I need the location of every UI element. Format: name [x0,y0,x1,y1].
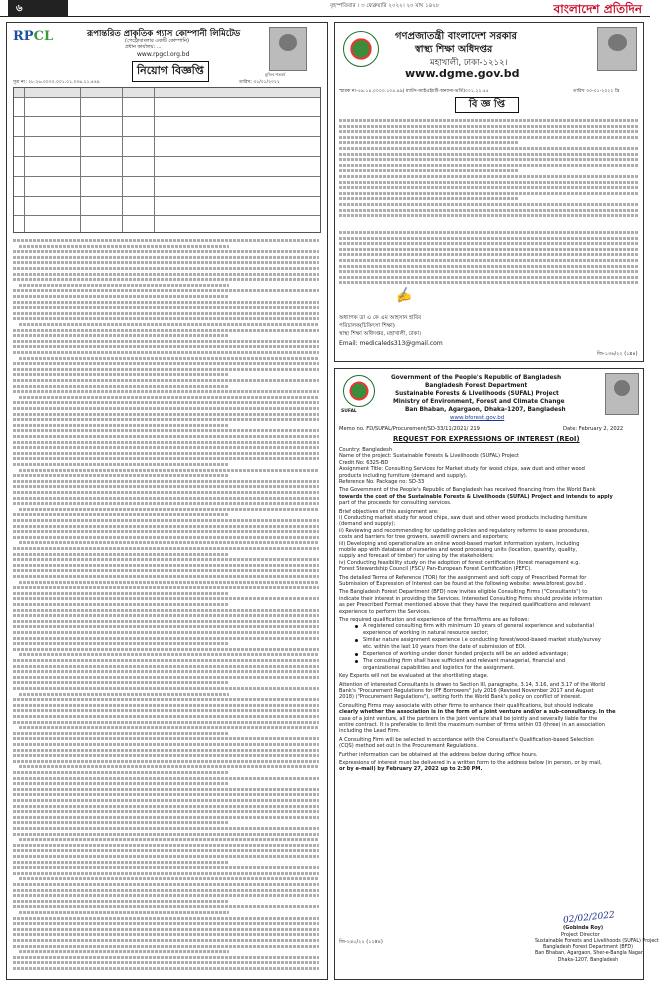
text-line: Experience of working under donor funded projects will be an added advantage; [363,651,569,657]
text-line [19,508,319,511]
text-line [339,175,639,178]
rpcl-ref: সূত্র নং: ২৮.২৬.০০০০.০০১.০১.০০৬.২১.৪৪৯ [13,80,100,85]
sufal-website[interactable]: www.bforest.gov.bd [450,415,505,421]
text-line: Reference No. Package no: SD-33 [339,479,425,485]
photo-caption: মুজিব শতবর্ষ [265,72,286,77]
text-line [13,480,319,483]
text-line [13,866,319,869]
text-line [13,894,319,897]
dgme-date: তারিখ ৩০-০১-২০২২ খ্রি [573,89,620,94]
text-line [13,614,319,617]
text-line [339,125,639,128]
text-line [13,306,319,309]
portrait-photo [269,27,307,71]
text-line [13,379,319,382]
rpcl-sub1: (পেট্রোবাংলার একটি কোম্পানি) [125,38,189,44]
text-line [13,312,319,315]
text-line [13,301,319,304]
sufal-logo-label: SUFAL [341,409,357,414]
text-line: ii) Reviewing and recommending for updating policies and regulatory reforms to ease procedures, [339,527,590,534]
text-line [339,276,639,279]
text-line [13,351,319,354]
text-line [13,698,319,701]
text-line [339,153,639,156]
text-line [19,877,319,880]
dgme-line1: গণপ্রজাতন্ত্রী বাংলাদেশ সরকার [395,31,517,42]
sig-line: Sustainable Forests and Livelihoods (SUFAL) Project [535,939,659,944]
text-line: Bank's "Procurement Regulations for IPF Borrowers" July 2016 (Revised November 2017 and August [339,688,594,694]
text-line [339,242,639,245]
text-line [13,329,319,332]
text-line [339,197,519,200]
text-line [13,407,319,410]
text-line [13,743,319,746]
text-line [13,261,319,264]
text-line [339,130,639,133]
text-line [13,933,319,936]
text-line: Credit No: 6325-BD [339,459,389,466]
text-line: 2018) ("Procurement Regulations"), setting forth the World Bank's policy on conflict of interest. [339,694,582,701]
text-line [13,530,319,533]
text-line: products including furniture (demand and supply). [339,472,468,479]
text-line [13,961,319,964]
sig-line: Bangladesh Forest Department (BFD) [543,945,633,951]
text-line [13,637,319,640]
sig-line: Dhaka-1207, Bangladesh [557,957,619,963]
text-line [339,237,639,240]
text-line: mobile app with database of nurseries and wood processing units (location, quantity, quality, [339,547,578,553]
text-line [13,777,319,780]
text-line [339,136,639,139]
text-line [13,900,229,903]
text-line [13,441,319,444]
text-line: case of a joint venture, all the partners in the joint venture shall be jointly and severally liable for the [339,715,598,722]
text-line [19,323,319,326]
dgme-signature: ✍ [393,286,414,307]
text-line [13,525,319,528]
vacancy-table [13,87,321,233]
text-line [13,345,319,348]
rpcl-title: নিয়োগ বিজ্ঞপ্তি [132,61,209,82]
text-line [13,760,319,763]
dgme-title: বি জ্ঞ প্তি [455,97,519,113]
text-line: indicate their interest in providing the Services. Interested Consulting Firms should provide information [339,595,603,602]
text-line [339,169,519,172]
text-line [13,676,319,679]
text-line: The detailed Terms of Reference (TOR) for the assignment and soft copy of Prescribed Format for [339,574,587,581]
text-line [13,446,319,449]
rpcl-ref-date: তারিখ: ৩১/০১/২০২২ [239,80,280,85]
sufal-code: জি-২৪০/২২ (১২x৪) [339,939,383,945]
text-line [13,805,319,808]
text-line [13,575,319,578]
text-line [19,726,319,729]
text-line [19,765,319,768]
text-line [13,687,319,690]
text-line [13,239,319,242]
text-line [13,390,319,393]
text-line [13,849,319,852]
text-line: i) Conducting market study for wood chips, saw dust and other wood products including furniture [339,515,588,521]
text-line [339,253,639,256]
rpcl-name: রূপান্তরিত প্রাকৃতিক গ্যাস কোম্পানী লিমিটেড [87,29,241,39]
text-line [339,181,639,184]
text-line: Forest Stewardship Council (FSC)/ Pan-European Forest Certification (PEFC). [339,566,532,573]
text-line [13,418,319,421]
text-line [13,715,319,718]
text-line [13,928,319,931]
text-line: A registered consulting firm with minimum 10 years of general experience and substantial [363,623,594,630]
dgme-code: জি-১৩৬/২২ (১x৪) [597,351,638,357]
rpcl-logo-suffix: CL [33,29,54,44]
text-line: Further information can be obtained at the address below during office hours. [339,751,538,758]
text-line [13,334,229,337]
text-line [13,670,319,673]
text-line [19,469,319,472]
text-line: towards the cost of the Sustainable Forests & Livelihoods (SUFAL) Project and intends to apply [339,493,613,500]
text-line [339,141,519,144]
text-line [19,541,319,544]
bullet [355,653,358,656]
portrait-photo-3 [605,373,639,415]
text-line [19,245,229,248]
text-line: Key Experts will not be evaluated at the shortlisting stage. [339,673,489,680]
text-line [339,164,639,167]
text-line [19,693,229,696]
text-line: Attention of interested Consultants is drawn to Section III, paragraphs, 3.14, 3.16, and 3.17 of the World [339,681,605,688]
text-line [339,147,639,150]
text-line [13,368,319,371]
text-line [13,872,319,875]
text-line [13,609,319,612]
page-header [0,0,650,17]
text-line [13,267,319,270]
text-line [13,704,319,707]
text-line [13,922,319,925]
text-line [13,424,229,427]
text-line: Country: Bangladesh [339,447,393,453]
text-line [13,497,319,500]
text-line [339,281,639,284]
text-line [13,945,319,948]
portrait-photo-2 [597,27,637,71]
text-line: Assignment Title: Consulting Services for Market study for wood chips, saw dust and other wood [339,466,585,473]
sufal-address: Ban Bhaban, Agargaon, Dhaka-1207, Bangladesh [405,407,566,413]
sufal-sig-title: Project Director [561,932,600,938]
text-line [13,491,319,494]
text-line [19,950,229,953]
text-line [13,586,319,589]
text-line: or by e-mail) by February 27, 2022 up to 2:30 PM. [339,766,483,773]
text-line [13,289,319,292]
text-line [13,413,319,416]
rpcl-sub2: প্রধান কার্যালয়: ... [125,44,162,50]
text-line: organizational capabilities and logistics for the assignment. [363,664,515,671]
text-line: etc. within the last 10 years from the date of submission of EOI. [363,643,526,650]
text-line [339,192,639,195]
text-line: Name of the project: Sustainable Forests & Livelihoods (SUFAL) Project [339,453,520,460]
text-line [339,214,639,217]
text-line [19,357,319,360]
text-line [13,749,319,752]
text-line: The Bangladesh Forest Department (BFD) now invites eligible Consulting Firms ("Consultants") to [339,589,588,596]
text-line [13,452,319,455]
text-line: entire contract. It is preferable to limit the maximum number of firms within 03 (three) in an association [339,722,606,728]
text-line [13,833,319,836]
text-line: iii) Developing and operationalize an online wood-based market information system, including [339,540,580,547]
sufal-gov: Government of the People's Republic of Bangladesh [391,375,562,381]
dgme-line2: স্বাস্থ্য শিক্ষা অধিদপ্তর [415,44,493,55]
text-line [19,911,229,914]
text-line [13,816,319,819]
text-line [13,642,229,645]
text-line [13,317,319,320]
text-line [13,553,229,556]
text-line: experience to perform the Services. [339,608,431,615]
text-line [13,681,229,684]
text-line [13,737,319,740]
text-line [19,284,229,287]
text-line: as per Prescribed Format mentioned above that they have the required qualifications and relevant [339,602,591,609]
text-line [13,709,319,712]
text-line [13,385,229,388]
sufal-signature: 02/02/2022 [562,910,616,926]
text-line [339,203,639,206]
dgme-signer-dept: স্বাস্থ্য শিক্ষা অধিদপ্তর, মহাখালী, ঢাকা। [339,331,421,337]
text-line [339,270,639,273]
text-line [13,463,229,466]
sufal-project: Sustainable Forests & Livelihoods (SUFAL) Project [395,391,559,397]
header-date: বৃহস্পতিবার । ৩ ফেব্রুয়ারি ২০২২। ২০ মাঘ ১৪২৮ [330,3,440,9]
text-line [13,603,229,606]
text-line [13,861,229,864]
text-line: A Consulting Firm will be selected in accordance with the Consultant's Qualification-based Selection [339,736,594,743]
text-line [13,648,319,651]
text-line [13,754,319,757]
text-line [13,782,229,785]
sufal-memo: Memo no. FD/SUFAL/Procurement/SD-33/11/2021/ 219 [339,426,480,432]
rpcl-logo-prefix: RP [13,29,34,44]
rpcl-advertisement [6,22,328,980]
text-line [13,373,229,376]
text-line: (CQS) method set out in the Procurement Regulations. [339,743,478,750]
newspaper-brand: বাংলাদেশ প্রতিদিন [553,2,642,16]
text-line [13,889,319,892]
text-line [13,558,319,561]
text-line [339,265,639,268]
text-line [13,827,319,830]
text-line [13,844,319,847]
text-line [13,625,319,628]
text-line [13,721,319,724]
text-line [339,209,639,212]
text-line [13,536,319,539]
text-line: The required qualification and experience of the firms/firms are as follows: [339,617,530,623]
sufal-ministry: Ministry of Environment, Forest and Climate Change [393,399,565,405]
bullet [355,625,358,628]
text-line [13,793,319,796]
text-line [339,231,639,234]
text-line [13,474,229,477]
sufal-title: REQUEST FOR EXPRESSIONS OF INTEREST (REoI) [393,435,580,443]
text-line [13,810,319,813]
text-line [13,564,319,567]
text-line [13,771,229,774]
text-line [13,855,319,858]
text-line [13,631,319,634]
text-line [13,502,319,505]
text-line: costs and barriers for tree growers, sawmill owners and exporters; [339,534,509,541]
text-line: iv) Conducting feasibility study on the adoption of forest certification (forest management e.g. [339,559,581,566]
text-line [13,956,319,959]
text-line [13,340,319,343]
dgme-website[interactable]: www.dgme.gov.bd [405,67,520,80]
sufal-dept: Bangladesh Forest Department [425,383,528,389]
text-line [13,620,319,623]
text-line: including the Lead Firm. [339,728,401,735]
text-line [13,569,319,572]
text-line [13,883,319,886]
text-line [339,186,639,189]
bullet [355,660,358,663]
text-line [19,653,319,656]
text-line [13,659,319,662]
text-line [13,967,319,970]
text-line: Expressions of interest must be delivered in a written form to the address below (in person, or by mail, [339,760,602,766]
text-line: Brief objectives of this assignment are: [339,508,439,515]
text-line [13,429,319,432]
text-line [339,259,639,262]
text-line: experience of working in natural resource sector; [363,629,489,636]
dgme-memo: স্মারক নং-৫৯.১৪.০০০০.১০৪.৯৯( ম্যাটস-আইএইচটি-অন্যান্য-ভর্তি)০০১.২২.৫৫ [339,89,489,94]
table-header [14,88,320,97]
text-line [339,248,639,251]
text-line [13,295,229,298]
text-line [13,256,319,259]
sufal-date: Date: February 2, 2022 [563,426,624,432]
text-line [13,485,319,488]
text-line [339,158,639,161]
text-line [13,250,319,253]
text-line [13,821,229,824]
text-line: Submission of Expression of Interest can be found at the following website: www.bforest.gov.bd . [339,581,587,587]
text-line [13,278,319,281]
dgme-notice [334,22,644,362]
text-line: (demand and supply); [339,521,396,528]
text-line [13,513,229,516]
text-line [339,119,639,122]
sufal-sig-name: (Gobinda Roy) [563,925,604,931]
dgme-signer: অধ্যাপক ডা এ কে এম আহসান হাবিব [339,315,422,321]
text-line [13,435,319,438]
text-line [13,939,319,942]
text-line [19,581,319,584]
text-line [13,362,319,365]
bangladesh-emblem-icon-2 [343,375,375,407]
bullet [355,639,358,642]
sufal-reoi [334,368,659,980]
text-line [13,732,229,735]
text-line: supply and forecast of timber) for using by the stakeholders; [339,553,494,560]
text-line [19,838,319,841]
text-line [13,401,319,404]
text-line [13,905,319,908]
text-line [13,665,319,668]
text-line: clearly whether the association is in the form of a joint venture and/or a sub-consultancy. In the [339,709,616,716]
text-line: The Government of the People's Republic of Bangladesh has received financing from the World Bank [339,487,596,494]
text-line: Similar nature assignment experience i.e conducting forest/wood-based market study/survey [363,637,601,644]
text-line: Consulting Firms may associate with other firms to enhance their qualifications, but should indicate [339,702,594,709]
rpcl-website[interactable]: www.rpgcl.org.bd [137,51,190,58]
text-line: The consulting firm shall have sufficient and relevant managerial, financial and [363,658,566,665]
text-line [13,917,319,920]
sig-line: Ban Bhaban, Agargaon, Sher-e-Bangla Nagar [535,951,643,957]
text-line [13,799,319,802]
text-line [13,547,319,550]
text-line [13,519,319,522]
text-line [13,788,319,791]
text-line [19,396,319,399]
text-line [13,592,229,595]
text-line [13,597,319,600]
text-line: part of the proceeds for consulting services. [339,500,452,507]
rpcl-logo [13,29,53,44]
text-line [13,273,319,276]
bangladesh-emblem-icon [343,31,379,67]
text-line [13,457,319,460]
dgme-email[interactable]: Email: medicaleds313@gmail.com [339,340,443,347]
dgme-signer-title: পরিচালক(চিকিৎসা শিক্ষা) [339,323,395,329]
page-number: ৬ [8,0,68,17]
dgme-line3: মহাখালী, ঢাকা-১২১২। [430,58,508,68]
